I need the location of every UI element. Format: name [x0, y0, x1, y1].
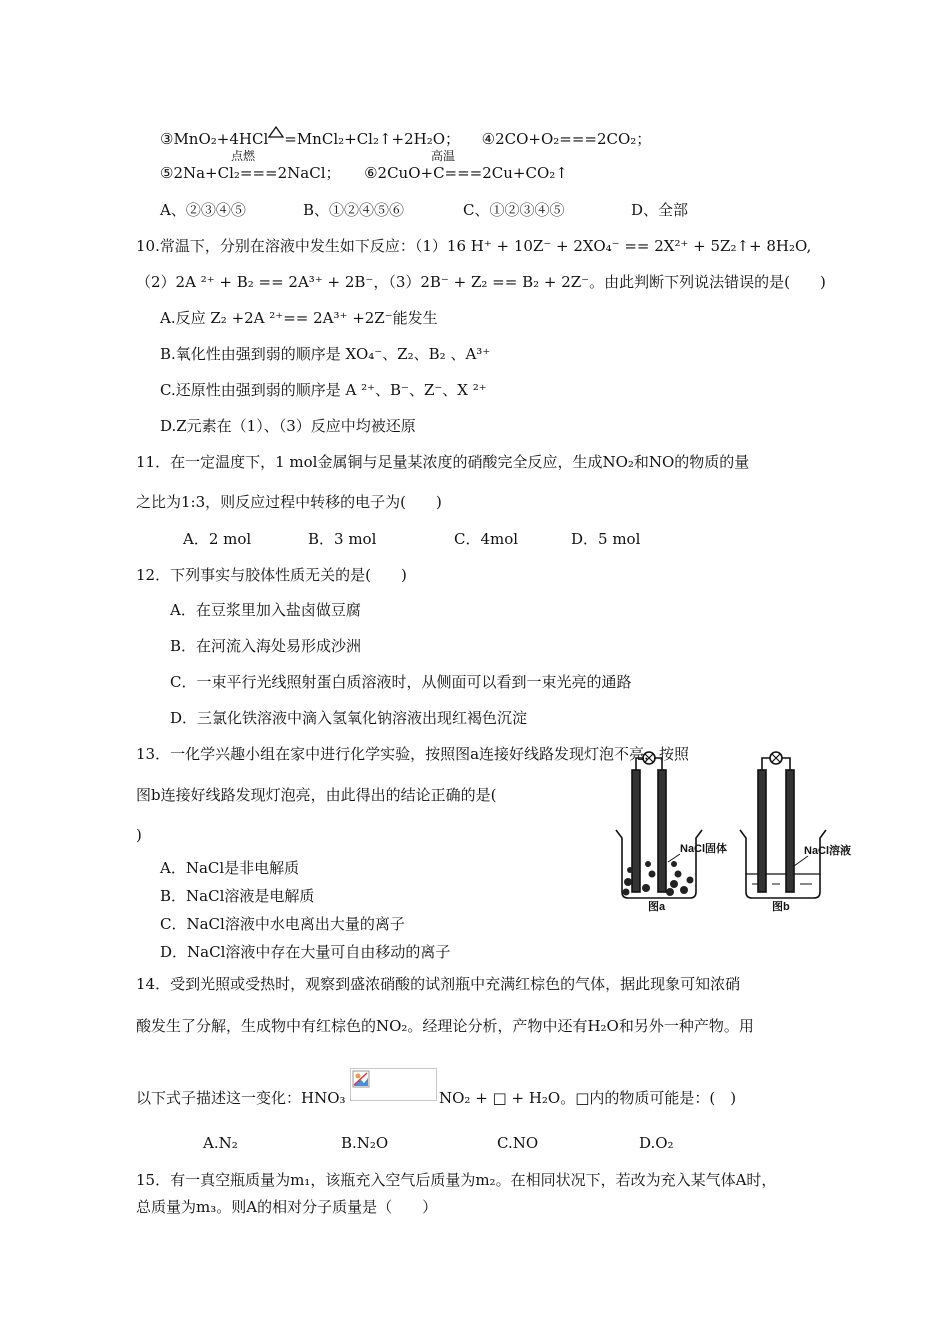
heat-triangle-icon — [268, 126, 284, 140]
q10-option-b: B.氧化性由强到弱的顺序是 XO₄⁻、Z₂、B₂ 、A³⁺ — [160, 345, 491, 363]
q14-stem-line3a: 以下式子描述这一变化：HNO₃ — [136, 1089, 346, 1107]
equation-3-right: =MnCl₂+Cl₂↑+2H₂O； — [284, 130, 461, 148]
option-b: B、①②④⑤⑥ — [303, 201, 405, 219]
q12-stem: 12．下列事实与胶体性质无关的是( ) — [136, 566, 407, 584]
broken-image-placeholder — [350, 1068, 437, 1101]
q14-stem-line2: 酸发生了分解，生成物中有红棕色的NO₂。经理论分析，产物中还有H₂O和另外一种产物。用 — [136, 1017, 754, 1035]
q14-stem-line3b: NO₂ + □ + H₂O。□内的物质可能是：( ) — [439, 1089, 737, 1107]
q14-options — [203, 1133, 674, 1153]
option-a: A.N₂ — [203, 1134, 238, 1152]
q10-option-c: C.还原性由强到弱的顺序是 A ²⁺、B⁻、Z⁻、X ²⁺ — [160, 381, 487, 399]
circuit-figure-drawing — [612, 742, 868, 914]
q13-stem-line1: 13．一化学兴趣小组在家中进行化学实验，按照图a连接好线路发现灯泡不亮，按照 — [136, 745, 690, 763]
q10-option-d: D.Z元素在（1）、（3）反应中均被还原 — [160, 417, 416, 435]
q9-options — [160, 200, 688, 220]
q11-options — [183, 529, 640, 549]
q10-stem-line1: 10.常温下，分别在溶液中发生如下反应：（1）16 H⁺ + 10Z⁻ + 2XO₄⁻ == 2X²⁺ + 5Z₂↑+ 8H₂O, — [136, 237, 812, 255]
option-c: C．4mol — [454, 530, 519, 548]
option-c: C.NO — [497, 1134, 539, 1152]
equation-6: ⑥2CuO+C===2Cu+CO₂↑ — [364, 164, 568, 182]
option-d: D.O₂ — [639, 1134, 674, 1152]
q15-stem-line1: 15．有一真空瓶质量为m₁，该瓶充入空气后质量为m₂。在相同状况下，若改为充入某气体A时， — [136, 1171, 777, 1189]
q10-option-a: A.反应 Z₂ +2A ²⁺== 2A³⁺ +2Z⁻能发生 — [160, 309, 438, 327]
q12-option-b: B．在河流入海处易形成沙洲 — [170, 637, 362, 655]
q13-stem-line2: 图b连接好线路发现灯泡亮，由此得出的结论正确的是( — [136, 786, 497, 804]
condition-ignite: 点燃 — [231, 149, 256, 163]
caption-figure-a: 图a — [648, 901, 666, 913]
label-nacl-solution: NaCl溶液 — [804, 845, 852, 857]
q11-stem-line2: 之比为1:3，则反应过程中转移的电子为( ) — [136, 493, 442, 511]
equation-4: ④2CO+O₂===2CO₂； — [481, 130, 652, 148]
condition-high-temp: 高温 — [431, 149, 456, 163]
equation-3-left: ③MnO₂+4HCl — [160, 130, 269, 148]
q13-option-b: B．NaCl溶液是电解质 — [160, 887, 315, 905]
q12-option-a: A．在豆浆里加入盐卤做豆腐 — [170, 601, 361, 619]
option-d: D、全部 — [631, 201, 689, 219]
circuit-figure — [612, 742, 868, 914]
caption-figure-b: 图b — [772, 901, 790, 913]
q11-stem-line1: 11．在一定温度下，1 mol金属铜与足量某浓度的硝酸完全反应，生成NO₂和NO的物质的量 — [136, 453, 750, 471]
q13-option-a: A．NaCl是非电解质 — [160, 859, 300, 877]
q14-stem-line1: 14．受到光照或受热时，观察到盛浓硝酸的试剂瓶中充满红棕色的气体，据此现象可知浓硝 — [136, 975, 741, 993]
option-a: A、②③④⑤ — [160, 201, 246, 219]
equation-row-5-6 — [160, 163, 568, 183]
q12-option-c: C．一束平行光线照射蛋白质溶液时，从侧面可以看到一束光亮的通路 — [170, 673, 632, 691]
equation-5: ⑤2Na+Cl₂===2NaCl； — [160, 164, 341, 182]
label-nacl-solid: NaCl固体 — [680, 843, 728, 855]
option-b: B．3 mol — [308, 530, 377, 548]
option-a: A．2 mol — [183, 530, 252, 548]
q13-option-c: C．NaCl溶液中水电离出大量的离子 — [160, 915, 405, 933]
broken-image-icon — [352, 1070, 370, 1088]
option-c: C、①②③④⑤ — [463, 201, 565, 219]
option-b: B.N₂O — [341, 1134, 389, 1152]
q12-option-d: D．三氯化铁溶液中滴入氢氧化钠溶液出现红褐色沉淀 — [170, 709, 528, 727]
q15-stem-line2: 总质量为m₃。则A的相对分子质量是（ ） — [136, 1198, 438, 1216]
option-d: D．5 mol — [571, 530, 641, 548]
q13-stem-line3: ) — [136, 826, 142, 844]
q13-option-d: D．NaCl溶液中存在大量可自由移动的离子 — [160, 943, 451, 961]
q10-stem-line2: （2）2A ²⁺ + B₂ == 2A³⁺ + 2B⁻，（3）2B⁻ + Z₂ == B₂ + 2Z⁻。由此判断下列说法错误的是( ) — [136, 273, 826, 291]
